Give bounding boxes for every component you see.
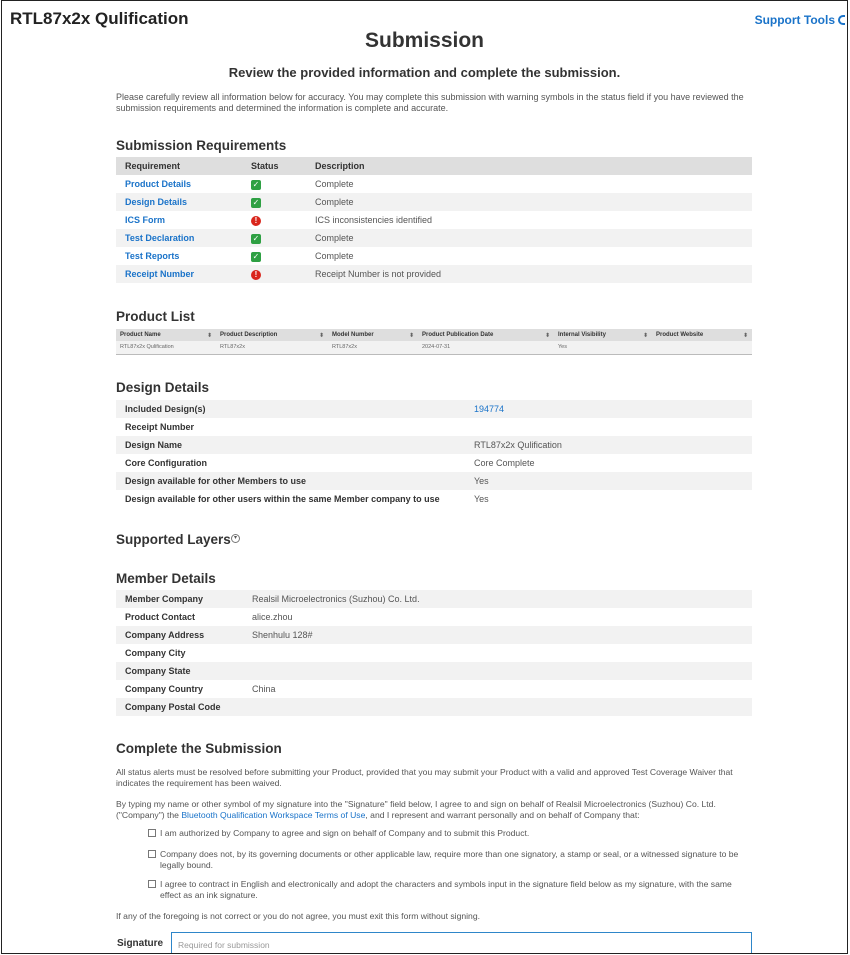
field-value bbox=[465, 400, 752, 418]
electronic-contract-checkbox[interactable] bbox=[148, 880, 156, 888]
field-value: Realsil Microelectronics (Suzhou) Co. Ltd. bbox=[243, 590, 752, 608]
status-cell bbox=[242, 193, 306, 211]
design-detail-row bbox=[116, 472, 752, 490]
warning-icon: ! bbox=[251, 270, 261, 280]
sort-icon[interactable]: ⬍ bbox=[318, 332, 324, 339]
design-detail-row bbox=[116, 418, 752, 436]
column-label: Internal Visibility bbox=[558, 331, 606, 338]
design-detail-row bbox=[116, 490, 752, 508]
member-detail-row bbox=[116, 680, 752, 698]
field-value: China bbox=[252, 684, 276, 694]
product-cell: RTL87x2x bbox=[328, 341, 418, 354]
description-cell: Complete bbox=[306, 229, 752, 247]
check-icon: ✓ bbox=[252, 197, 260, 207]
field-value: Core Complete bbox=[474, 458, 535, 468]
field-label: Member Company bbox=[116, 590, 243, 608]
product-cell: RTL87x2x bbox=[216, 341, 328, 354]
requirement-link[interactable]: Product Details bbox=[125, 179, 192, 189]
column-label: Product Description bbox=[220, 331, 278, 338]
requirement-row bbox=[116, 193, 752, 211]
page-frame bbox=[1, 0, 848, 954]
app-title: RTL87x2x Qulification bbox=[10, 9, 189, 28]
column-label: Product Publication Date bbox=[422, 331, 494, 338]
checkbox-label: Company does not, by its governing documents or other applicable law, require more than one signatory, a stamp or seal, or a witnessed signature to be legally bound. bbox=[160, 849, 739, 870]
field-value: Shenhulu 128# bbox=[243, 626, 752, 644]
status-alert-text: All status alerts must be resolved before submitting your Product, provided that you may submit your Product with a valid and approved Test Coverage Waiver that indicates the requirement has been waived. bbox=[116, 767, 733, 788]
field-label: Design available for other Members to use bbox=[116, 472, 465, 490]
field-label: Core Configuration bbox=[125, 458, 207, 468]
requirement-link[interactable]: Receipt Number bbox=[125, 269, 195, 279]
member-detail-row bbox=[116, 590, 752, 608]
design-details-table bbox=[116, 400, 752, 508]
design-id-link[interactable]: 194774 bbox=[474, 404, 505, 414]
sortable-column-header[interactable] bbox=[216, 329, 328, 341]
description-cell: Complete bbox=[315, 251, 354, 261]
field-label: Design available for other users within the same Member company to use bbox=[125, 494, 440, 504]
column-header: Requirement bbox=[116, 157, 242, 175]
field-value: RTL87x2x Qulification bbox=[465, 436, 752, 454]
sort-icon[interactable]: ⬍ bbox=[544, 332, 550, 339]
status-cell bbox=[242, 211, 306, 229]
supported-layers-heading[interactable]: Supported Layers bbox=[116, 532, 231, 547]
status-cell bbox=[242, 175, 306, 193]
signatory-checkbox-row[interactable] bbox=[148, 849, 748, 870]
product-cell: RTL87x2x Qulification bbox=[116, 341, 216, 354]
page-title: Submission bbox=[364, 29, 485, 52]
requirement-cell bbox=[116, 229, 242, 247]
description-cell: Receipt Number is not provided bbox=[306, 265, 752, 283]
signature-agreement-text bbox=[116, 799, 752, 820]
requirements-header-row bbox=[116, 157, 752, 175]
field-label: Design Name bbox=[116, 436, 465, 454]
requirements-table bbox=[116, 157, 752, 283]
member-detail-row bbox=[116, 662, 752, 680]
requirement-cell bbox=[116, 175, 242, 193]
field-label: Included Design(s) bbox=[116, 400, 465, 418]
requirement-link[interactable]: ICS Form bbox=[125, 215, 166, 225]
field-label: Product Contact bbox=[125, 612, 196, 622]
field-value bbox=[243, 698, 752, 716]
authorization-checkbox[interactable] bbox=[148, 829, 156, 837]
sort-icon[interactable]: ⬍ bbox=[206, 332, 212, 339]
signature-label: Signature bbox=[117, 938, 164, 949]
description-cell: Complete bbox=[315, 179, 354, 189]
exit-notice-text: If any of the foregoing is not correct or you do not agree, you must exit this form without signing. bbox=[116, 911, 480, 921]
status-cell bbox=[242, 229, 306, 247]
intro-text: Please carefully review all information below for accuracy. You may complete this submission with warning symbols in the status field if you have reviewed the submission requirements and determined the information is complete and accurate. bbox=[116, 92, 744, 113]
support-tools-link[interactable] bbox=[755, 13, 845, 27]
field-value: Yes bbox=[474, 494, 489, 504]
design-detail-row bbox=[116, 454, 752, 472]
member-detail-row bbox=[116, 698, 752, 716]
column-label: Product Name bbox=[120, 331, 161, 338]
requirement-link[interactable]: Design Details bbox=[125, 197, 188, 207]
field-label: Company Postal Code bbox=[116, 698, 243, 716]
product-row[interactable] bbox=[116, 341, 752, 354]
sort-icon[interactable]: ⬍ bbox=[408, 332, 414, 339]
checkbox-label: I agree to contract in English and electronically and adopt the characters and symbols input in the signature field below as my signature, with the same effect as an ink signature. bbox=[160, 879, 732, 900]
sort-icon[interactable]: ⬍ bbox=[742, 332, 748, 339]
member-details-heading: Member Details bbox=[116, 571, 216, 586]
support-tools-icon bbox=[838, 15, 845, 25]
field-label: Company Address bbox=[116, 626, 243, 644]
member-detail-row bbox=[116, 626, 752, 644]
member-detail-row bbox=[116, 608, 752, 626]
sortable-column-header[interactable] bbox=[328, 329, 418, 341]
signatory-checkbox[interactable] bbox=[148, 850, 156, 858]
field-value bbox=[465, 418, 752, 436]
signature-input[interactable] bbox=[171, 932, 752, 954]
requirement-row bbox=[116, 229, 752, 247]
sortable-column-header[interactable] bbox=[116, 329, 216, 341]
requirement-cell bbox=[116, 247, 242, 265]
field-value bbox=[243, 644, 752, 662]
requirement-row bbox=[116, 175, 752, 193]
requirement-cell bbox=[116, 265, 242, 283]
requirement-row bbox=[116, 211, 752, 229]
page-subtitle: Review the provided information and complete the submission. bbox=[228, 65, 621, 80]
field-label: Company Country bbox=[125, 684, 204, 694]
field-value: Yes bbox=[465, 472, 752, 490]
sortable-column-header[interactable] bbox=[418, 329, 554, 341]
description-cell: Complete bbox=[306, 193, 752, 211]
design-details-heading: Design Details bbox=[116, 380, 210, 395]
support-tools-label: Support Tools bbox=[754, 13, 835, 27]
field-value bbox=[243, 662, 752, 680]
design-detail-row bbox=[116, 436, 752, 454]
field-label: Receipt Number bbox=[125, 422, 195, 432]
agreement-text-end: , and I represent and warrant personally and on behalf of Company that: bbox=[365, 809, 640, 820]
complete-submission-heading: Complete the Submission bbox=[116, 741, 282, 756]
column-header: Status bbox=[242, 157, 306, 175]
requirement-row bbox=[116, 265, 752, 283]
product-cell bbox=[652, 341, 752, 354]
requirements-heading: Submission Requirements bbox=[116, 138, 287, 153]
column-header: Description bbox=[306, 157, 752, 175]
check-icon: ✓ bbox=[252, 179, 260, 189]
product-cell: 2024-07-31 bbox=[418, 341, 554, 354]
member-details-table bbox=[116, 590, 752, 716]
product-list-heading: Product List bbox=[116, 309, 195, 324]
requirement-cell bbox=[116, 211, 242, 229]
design-detail-row bbox=[116, 400, 752, 418]
description-cell: ICS inconsistencies identified bbox=[315, 215, 433, 225]
field-value: alice.zhou bbox=[252, 612, 293, 622]
check-icon: ✓ bbox=[252, 251, 260, 261]
requirement-link[interactable]: Test Reports bbox=[125, 251, 180, 261]
product-list-header-row bbox=[116, 329, 752, 341]
sortable-column-header[interactable] bbox=[652, 329, 752, 341]
authorization-checkbox-row[interactable] bbox=[148, 828, 748, 839]
product-list-table bbox=[116, 329, 752, 355]
product-cell: Yes bbox=[554, 341, 652, 354]
sortable-column-header[interactable] bbox=[554, 329, 652, 341]
check-icon: ✓ bbox=[252, 233, 260, 243]
requirement-cell bbox=[116, 193, 242, 211]
sort-icon[interactable]: ⬍ bbox=[642, 332, 648, 339]
column-label: Model Number bbox=[332, 331, 374, 338]
status-cell bbox=[242, 265, 306, 283]
checkbox-label: I am authorized by Company to agree and sign on behalf of Company and to submit this Product. bbox=[160, 828, 530, 838]
column-label: Product Website bbox=[656, 331, 704, 338]
member-detail-row bbox=[116, 644, 752, 662]
status-cell bbox=[242, 247, 306, 265]
agreement-text-start: By typing my name or other symbol of my signature into the "Signature" field below, I agree to and sign on behalf of Realsil Microelectronics (Suzhou) Co. Ltd. ("Company") the bbox=[116, 799, 716, 820]
field-label: Company State bbox=[116, 662, 243, 680]
chevron-down-icon[interactable]: ▾ bbox=[231, 534, 240, 543]
requirement-link[interactable]: Test Declaration bbox=[125, 233, 195, 243]
requirement-row bbox=[116, 247, 752, 265]
terms-of-use-link[interactable]: Bluetooth Qualification Workspace Terms of Use bbox=[181, 809, 366, 820]
field-label: Company City bbox=[125, 648, 186, 658]
electronic-contract-checkbox-row[interactable] bbox=[148, 879, 748, 900]
warning-icon: ! bbox=[251, 216, 261, 226]
